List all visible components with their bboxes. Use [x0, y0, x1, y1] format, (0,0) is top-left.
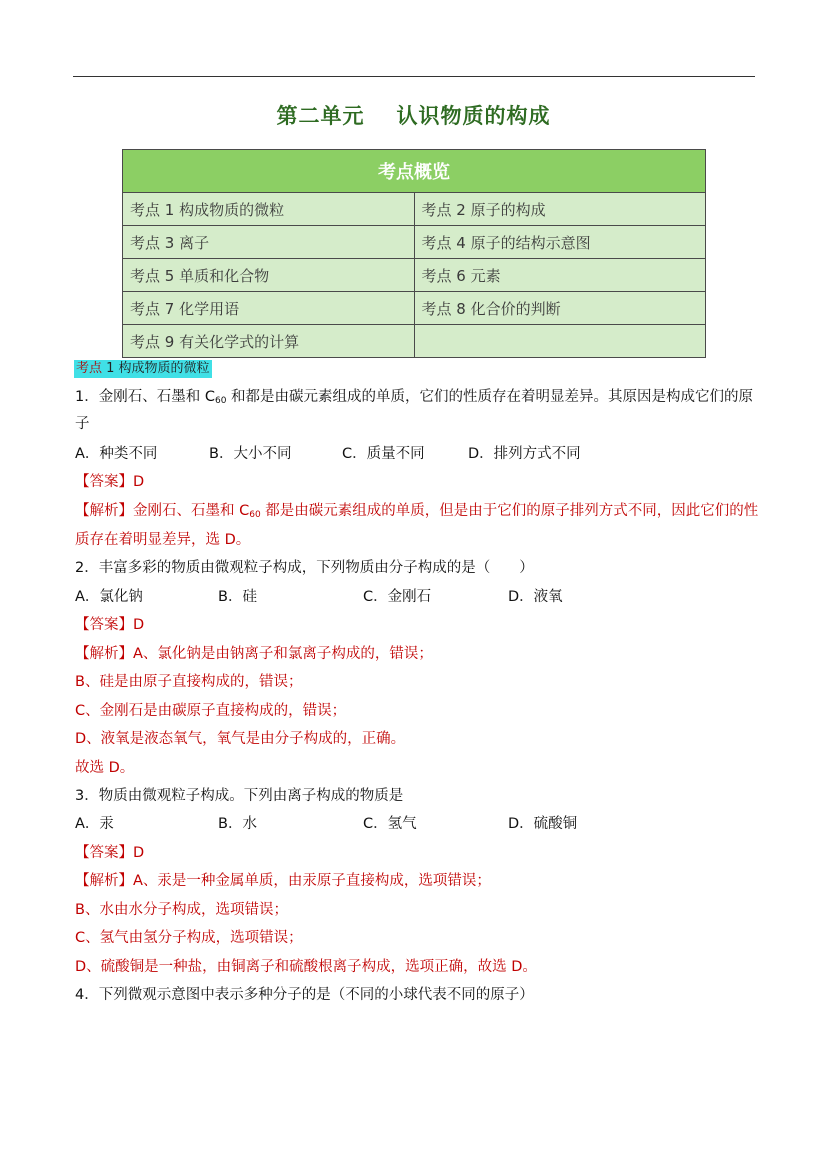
option-d: D．排列方式不同 — [468, 446, 581, 462]
option-b: B．水 — [218, 816, 257, 832]
unit-title: 认识物质的构成 — [396, 103, 551, 128]
option-b: B．硅 — [218, 589, 257, 605]
analysis-3-line: C、氢气由氢分子构成，选项错误； — [75, 930, 303, 946]
answer-2: 【答案】D — [75, 617, 145, 633]
overview-header: 考点概览 — [123, 150, 706, 193]
analysis-2-line: D、液氧是液态氧气，氧气是由分子构成的，正确。 — [75, 731, 406, 747]
option-b: B．大小不同 — [209, 446, 292, 462]
option-c: C．氢气 — [363, 816, 417, 832]
analysis-3-line: 【解析】A、汞是一种金属单质，由汞原子直接构成，选项错误； — [75, 873, 491, 889]
option-d: D．硫酸铜 — [508, 816, 578, 832]
overview-cell — [414, 325, 706, 358]
option-a: A．氯化钠 — [75, 589, 143, 605]
top-rule — [73, 76, 755, 77]
option-a: A．汞 — [75, 816, 114, 832]
analysis-3-line: D、硫酸铜是一种盐，由铜离子和硫酸根离子构成，选项正确，故选 D。 — [75, 959, 537, 975]
option-d: D．液氧 — [508, 589, 563, 605]
unit-label: 第二单元 — [276, 103, 365, 128]
overview-cell: 考点 6 元素 — [414, 259, 706, 292]
option-c: C．金刚石 — [363, 589, 432, 605]
question-3-stem: 3．物质由微观粒子构成。下列由离子构成的物质是 — [75, 788, 404, 804]
overview-cell: 考点 2 原子的构成 — [414, 193, 706, 226]
overview-cell: 考点 9 有关化学式的计算 — [123, 325, 415, 358]
analysis-1-cont: 质存在着明显差异，选 D。 — [75, 532, 251, 548]
analysis-3-line: B、水由水分子构成，选项错误； — [75, 902, 288, 918]
analysis-1: 【解析】金刚石、石墨和 $C_{60}$ 都是由碳元素组成的单质，但是由于它们的原子排列方式不同，因此它们的性 — [75, 503, 759, 520]
question-1-stem: 1．金刚石、石墨和 $C_{60}$ 和都是由碳元素组成的单质，它们的性质存在着明显差异。其原因是构成它们的原 — [75, 389, 754, 406]
analysis-2-line: C、金刚石是由碳原子直接构成的，错误； — [75, 703, 347, 719]
overview-cell: 考点 7 化学用语 — [123, 292, 415, 325]
section-heading — [74, 360, 212, 378]
option-c: C．质量不同 — [342, 446, 425, 462]
overview-cell: 考点 1 构成物质的微粒 — [123, 193, 415, 226]
answer-1: 【答案】D — [75, 474, 145, 490]
overview-table — [122, 149, 706, 358]
analysis-2-line: B、硅是由原子直接构成的，错误； — [75, 674, 303, 690]
question-4-stem: 4．下列微观示意图中表示多种分子的是（不同的小球代表不同的原子） — [75, 987, 534, 1003]
overview-cell: 考点 3 离子 — [123, 226, 415, 259]
question-1-stem-cont: 子 — [75, 416, 90, 432]
analysis-2-line: 故选 D。 — [75, 760, 135, 776]
analysis-2-line: 【解析】A、氯化钠是由钠离子和氯离子构成的，错误； — [75, 646, 433, 662]
option-a: A．种类不同 — [75, 446, 158, 462]
answer-3: 【答案】D — [75, 845, 145, 861]
overview-cell: 考点 8 化合价的判断 — [414, 292, 706, 325]
section-title: 1 构成物质的微粒 — [102, 361, 210, 376]
section-tag: 考点 — [76, 361, 103, 376]
overview-cell: 考点 4 原子的结构示意图 — [414, 226, 706, 259]
page-title — [0, 100, 827, 130]
question-2-stem: 2．丰富多彩的物质由微观粒子构成，下列物质由分子构成的是（ ） — [75, 560, 534, 576]
overview-cell: 考点 5 单质和化合物 — [123, 259, 415, 292]
